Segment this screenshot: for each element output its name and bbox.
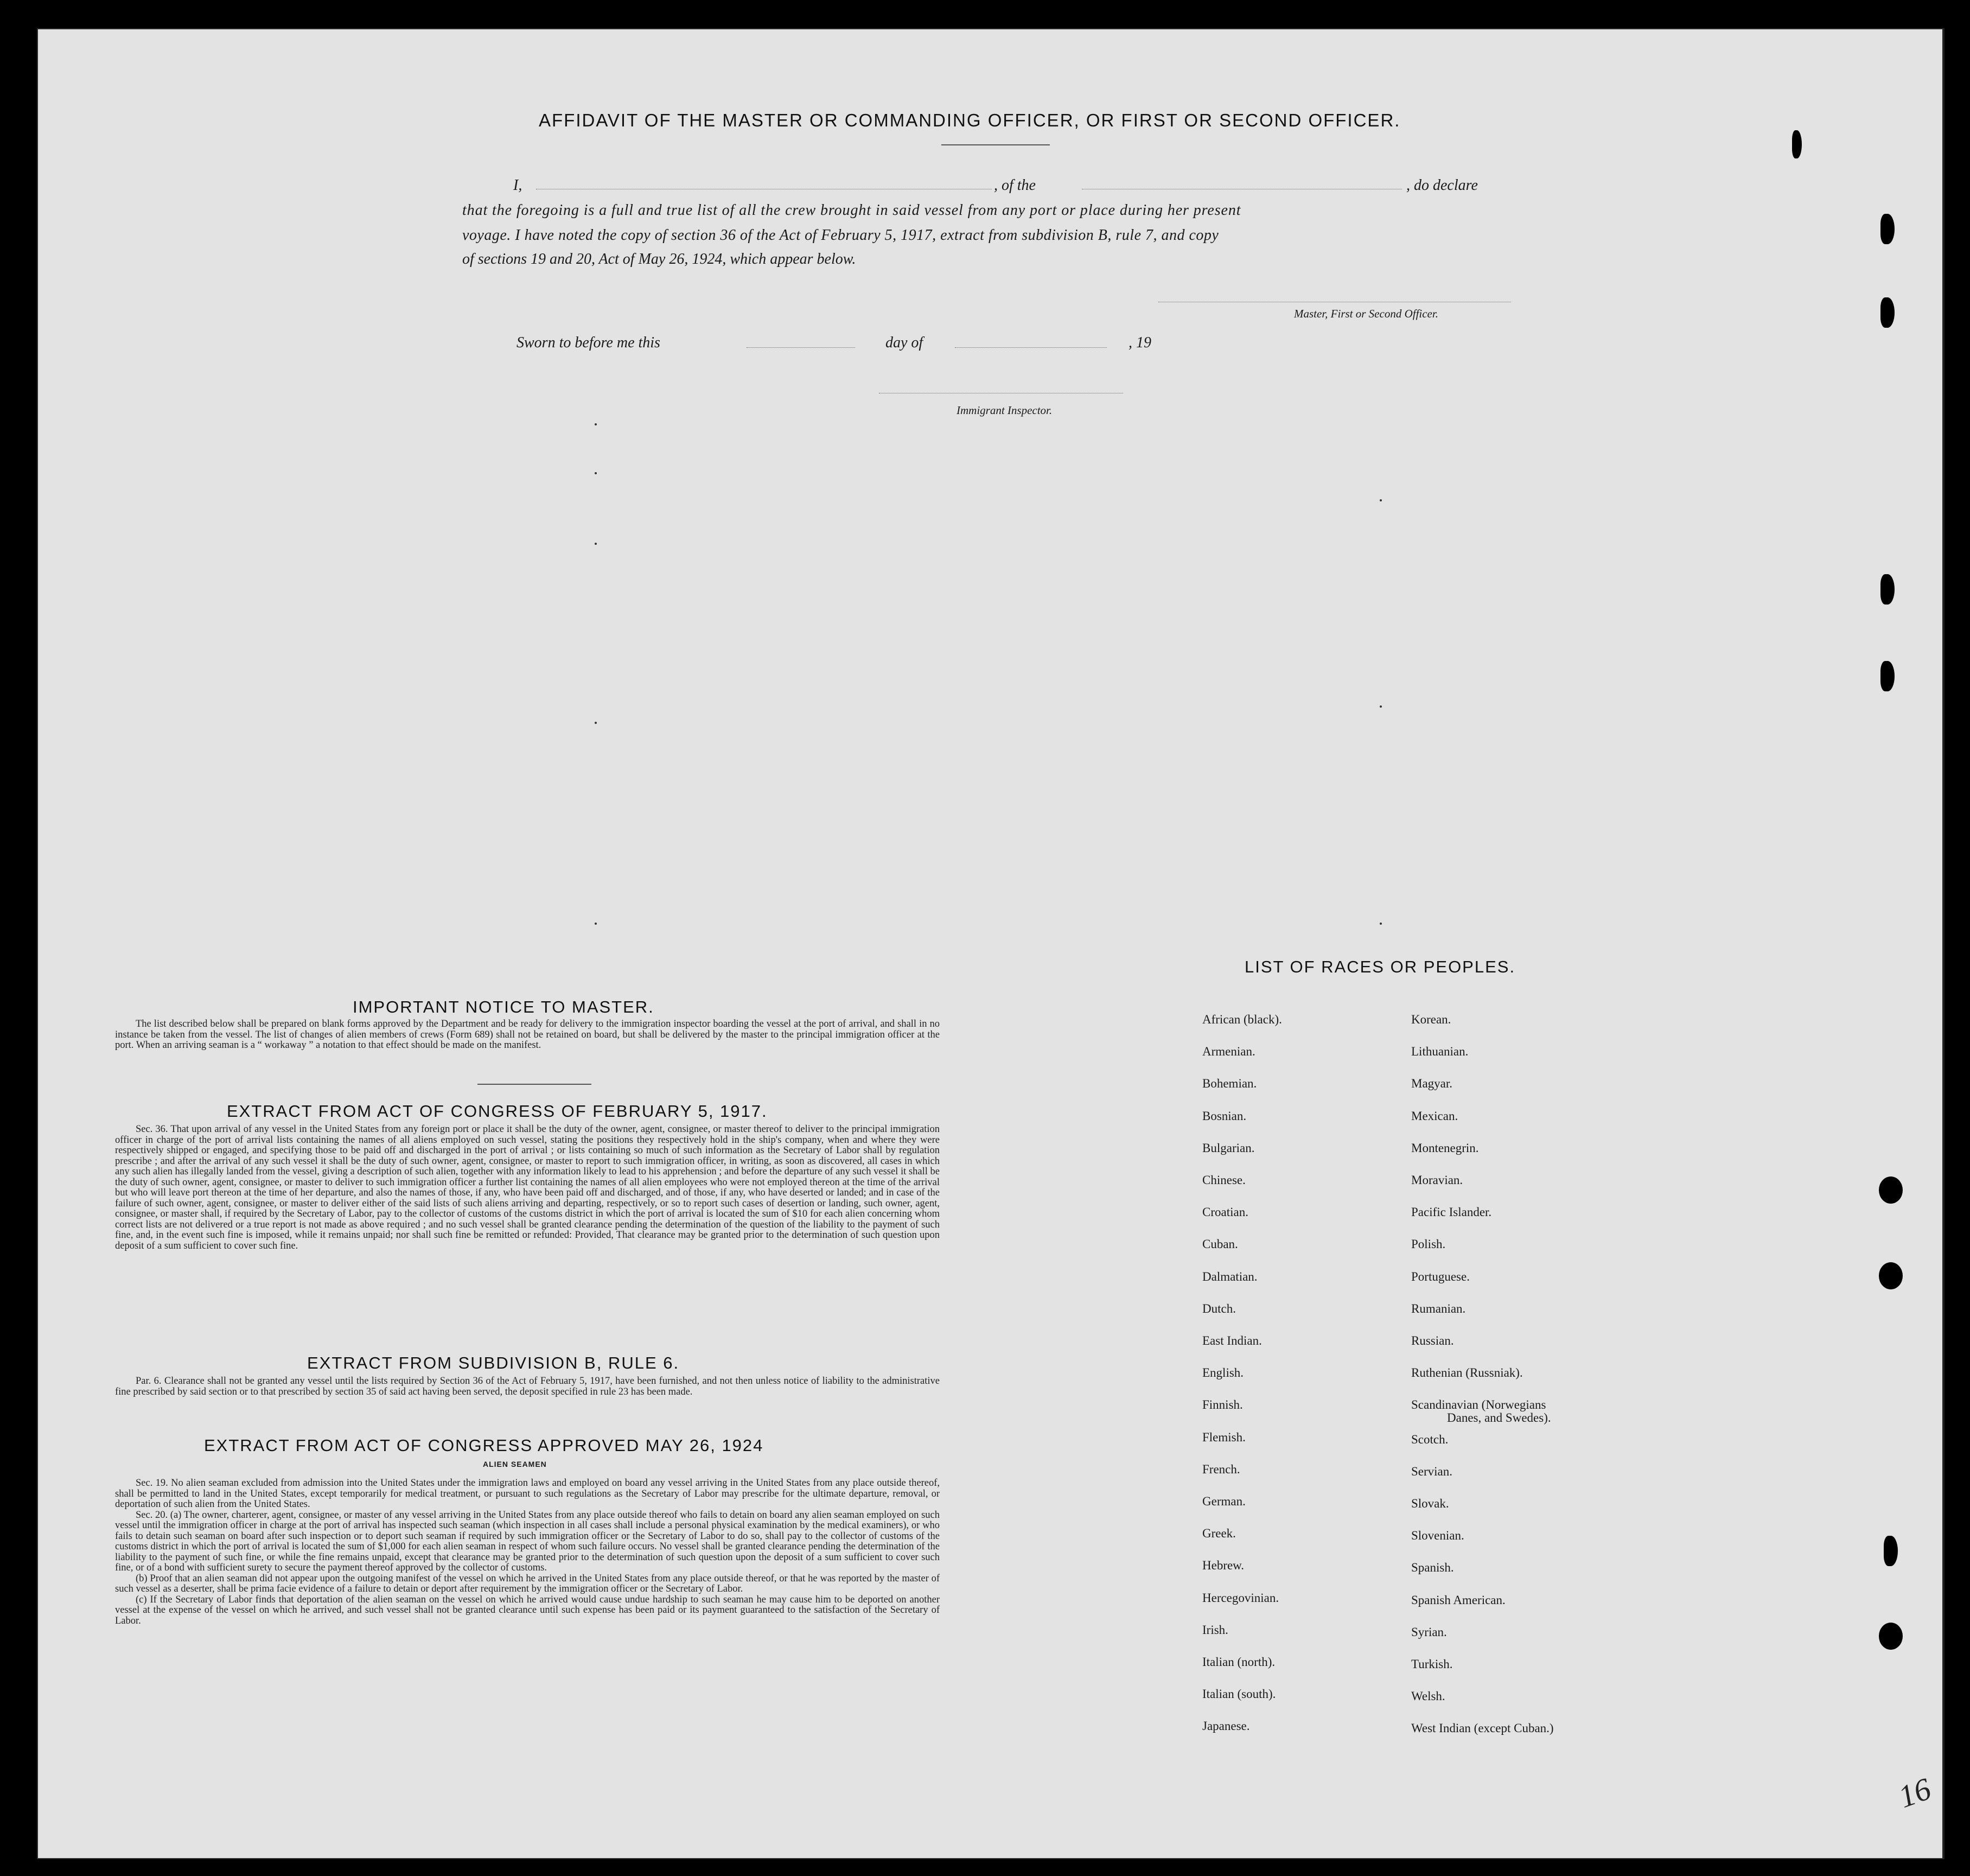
race-item: Hercegovinian. [1202, 1591, 1279, 1605]
race-item: Scotch. [1411, 1432, 1449, 1446]
race-item: French. [1202, 1462, 1240, 1476]
race-item: Croatian. [1202, 1205, 1248, 1219]
affidavit-divider [941, 144, 1050, 145]
column-dot [1380, 923, 1382, 925]
race-item: East Indian. [1202, 1334, 1262, 1347]
margin-handwritten-mark: 16 [1894, 1771, 1936, 1815]
race-item: Flemish. [1202, 1430, 1246, 1444]
race-item: Greek. [1202, 1527, 1236, 1541]
race-item: Chinese. [1202, 1173, 1246, 1187]
column-dot [595, 722, 597, 724]
column-dot [595, 923, 597, 925]
notice-paragraph: The list described below shall be prepared on blank forms approved by the Department and be ready for delivery to the immigration inspector boarding the vessel at the port of arrival, and shall in no instance be taken from the vessel. The list of changes of alien members of crews (Form 689) shall not be retained on board, but shall be delivered by the master to the principal immigration officer at the port. When an arriving seaman is a “ workaway ” a notation to that effect should be made on the manifest. [115, 1019, 940, 1051]
binder-hole-3 [1879, 1623, 1903, 1650]
extract-1924-title: EXTRACT FROM ACT OF CONGRESS APPROVED MAY 26, 1924 [204, 1436, 764, 1455]
race-item: Syrian. [1411, 1625, 1447, 1639]
race-item: Cuban. [1202, 1237, 1238, 1251]
race-item: Servian. [1411, 1464, 1453, 1478]
race-item: English. [1202, 1366, 1244, 1380]
race-item: Scandinavian (Norwegians [1411, 1398, 1546, 1412]
race-item: Lithuanian. [1411, 1045, 1469, 1059]
race-item: Korean. [1411, 1013, 1451, 1026]
race-item: Magyar. [1411, 1077, 1453, 1091]
master-label: Master, First or Second Officer. [1294, 307, 1438, 320]
race-item: Rumanian. [1411, 1301, 1466, 1315]
race-item: Spanish American. [1411, 1593, 1506, 1607]
subdivision-b-text [115, 1376, 940, 1397]
race-item: Mexican. [1411, 1109, 1458, 1123]
race-item: Moravian. [1411, 1173, 1463, 1187]
binder-clip-6 [1884, 1536, 1898, 1566]
extract-1917-text [115, 1124, 940, 1251]
race-item: Pacific Islander. [1411, 1205, 1492, 1219]
binder-clip-5 [1880, 661, 1895, 691]
binder-clip-2 [1880, 214, 1895, 244]
race-item: Hebrew. [1202, 1559, 1245, 1573]
sworn-day-blank[interactable] [747, 347, 855, 348]
race-item: Finnish. [1202, 1398, 1243, 1412]
races-title: LIST OF RACES OR PEOPLES. [1245, 957, 1516, 976]
race-item: German. [1202, 1495, 1246, 1508]
binder-clip-4 [1880, 574, 1895, 605]
race-item: Dutch. [1202, 1301, 1236, 1315]
column-dot [1380, 705, 1382, 708]
subdivision-b-title: EXTRACT FROM SUBDIVISION B, RULE 6. [307, 1353, 680, 1372]
binder-hole-1 [1879, 1177, 1903, 1204]
race-item: Russian. [1411, 1334, 1454, 1347]
race-item: Slovak. [1411, 1497, 1449, 1510]
race-item: Ruthenian (Russniak). [1411, 1366, 1523, 1380]
affidavit-i: I, [513, 177, 522, 194]
race-item: Italian (south). [1202, 1687, 1276, 1701]
race-item: Dalmatian. [1202, 1269, 1258, 1283]
race-item-continuation: Danes, and Swedes). [1447, 1411, 1551, 1425]
affidavit-of-the: , of the [994, 177, 1036, 194]
section-20c-paragraph: (c) If the Secretary of Labor finds that deportation of the alien seaman on the vessel on which he arrived would cause undue hardship to such seaman he may cause him to be deported on another vessel at the expense of the vessel on which he arrived, and such vessel shall not be granted clearance until such expense has been paid or its payment guaranteed to the satisfaction of the Secretary of Labor. [115, 1594, 940, 1626]
race-item: Turkish. [1411, 1657, 1453, 1671]
day-of-label: day of [885, 334, 923, 351]
sworn-label: Sworn to before me this [517, 334, 660, 351]
alien-seamen-subtitle: ALIEN SEAMEN [483, 1460, 547, 1468]
binder-clip-3 [1880, 297, 1895, 328]
affidavit-line1 [513, 177, 1533, 196]
race-item: Montenegrin. [1411, 1141, 1479, 1155]
column-dot [595, 543, 597, 545]
race-item: Irish. [1202, 1623, 1228, 1637]
extract-1924-text [115, 1478, 940, 1626]
race-item: West Indian (except Cuban.) [1411, 1721, 1554, 1735]
section-20b-paragraph: (b) Proof that an alien seaman did not appear upon the outgoing manifest of the vessel on which he arrived in the United States from any place outside thereof, or that he was reported by the master of such vessel as a deserter, shall be prima facie evidence of a failure to detain or deport after requirement by the immigration officer or the Secretary of Labor. [115, 1573, 940, 1594]
column-dot [595, 423, 597, 425]
race-item: Welsh. [1411, 1689, 1445, 1703]
race-item: Bosnian. [1202, 1109, 1247, 1123]
inspector-label: Immigrant Inspector. [957, 404, 1053, 417]
affidavit-line4: of sections 19 and 20, Act of May 26, 1924, which appear below. [462, 251, 856, 268]
race-item: Portuguese. [1411, 1269, 1470, 1283]
race-item: Italian (north). [1202, 1655, 1276, 1669]
notice-text [115, 1019, 940, 1051]
race-item: Japanese. [1202, 1719, 1250, 1733]
affidavit-line3: voyage. I have noted the copy of section 36 of the Act of February 5, 1917, extract from subdivision B, rule 7, and copy [462, 227, 1219, 244]
sworn-month-blank[interactable] [955, 347, 1107, 348]
notice-title: IMPORTANT NOTICE TO MASTER. [353, 997, 654, 1016]
column-dot [1380, 499, 1382, 501]
section-20a-paragraph: Sec. 20. (a) The owner, charterer, agent, consignee, or master of any vessel arriving in the United States from any place outside thereof who fails to detain on board any alien seaman employed on such vessel until the immigration officer in charge at the port of arrival has inspected such seaman (which inspection in all cases shall include a personal physical examination by the medical examiners), or who fails to detain such seaman on board after such inspection or to deport such seaman if required by such immigration officer or the Secretary of Labor to do so, shall pay to the collector of customs of the customs district in which the port of arrival is located the sum of $1,000 for each alien seaman in respect of whom such failure occurs. No vessel shall be granted clearance pending the determination of the liability to the payment of such fine, or while the fine remains unpaid, except that clearance may be granted prior to the determination of such question upon the deposit of a sum sufficient to cover such fine, or of a bond with sufficient surety to secure the payment thereof approved by the collector of customs. [115, 1509, 940, 1573]
affidavit-line2: that the foregoing is a full and true list of all the crew brought in said vessel from any port or place during her present [462, 202, 1241, 219]
race-item: Armenian. [1202, 1045, 1255, 1059]
binder-hole-2 [1879, 1262, 1903, 1289]
affidavit-do-declare: , do declare [1406, 177, 1478, 194]
race-item: African (black). [1202, 1013, 1282, 1026]
par-6-paragraph: Par. 6. Clearance shall not be granted any vessel until the lists required by Section 36 of the Act of February 5, 1917, have been furnished, and not then unless notice of liability to the administrative fine prescribed by said section or to that prescribed by section 35 of said act having been served, the deposit specified in rule 23 has been made. [115, 1376, 940, 1397]
extract-1917-title: EXTRACT FROM ACT OF CONGRESS OF FEBRUARY 5, 1917. [227, 1102, 768, 1121]
section-36-paragraph: Sec. 36. That upon arrival of any vessel in the United States from any foreign port or place it shall be the duty of the owner, agent, consignee, or master thereof to deliver to the principal immigration officer in charge of the port of arrival lists containing the names of all aliens employed on such vessel, stating the positions they respectively hold in the ship's company, when and where they were respectively shipped or engaged, and specifying those to be paid off and discharged in the port of arrival ; or lists containing so much of such information as the Secretary of Labor shall by regulation prescribe ; and after the arrival of any such vessel it shall be the duty of such owner, agent, consignee, or master to report to such immigration officer, in writing, as soon as discovered, all cases in which any such alien has illegally landed from the vessel, giving a description of such alien, together with any information likely to lead to his apprehension ; and before the departure of any such vessel it shall be the duty of such owner, agent, consignee, or master to deliver to such immigration officer a further list containing the names of all alien employees who were not employed thereon at the time of the arrival but who will leave port thereon at the time of her departure, and also the names of those, if any, who have been paid off and discharged, and of those, if any, who have deserted or landed; and in case of the failure of such owner, agent, consignee, or master to deliver either of the said lists of such aliens arriving and departing, respectively, or so to report such cases of desertion or landing, such owner, agent, consignee, or master shall, if required by the Secretary of Labor, pay to the collector of customs of the customs district in which the port of arrival is located the sum of $10 for each alien concerning whom correct lists are not delivered or a true report is not made as above required ; and no such vessel shall be granted clearance pending the determination of the question of the liability to the payment of such fine, and, in the event such fine is imposed, while it remains unpaid; nor shall such fine be remitted or refunded: Provided, That clearance may be granted prior to the determination of such question upon deposit of a sum sufficient to cover such fine. [115, 1124, 940, 1251]
race-item: Polish. [1411, 1237, 1446, 1251]
column-dot [595, 472, 597, 474]
notice-divider [477, 1084, 591, 1085]
binder-clip-1 [1792, 130, 1802, 158]
race-item: Spanish. [1411, 1561, 1454, 1575]
sworn-line [517, 334, 1184, 356]
affidavit-title: AFFIDAVIT OF THE MASTER OR COMMANDING OFFICER, OR FIRST OR SECOND OFFICER. [539, 110, 1401, 130]
race-item: Bohemian. [1202, 1077, 1257, 1091]
race-item: Bulgarian. [1202, 1141, 1255, 1155]
year-label: , 19 [1129, 334, 1151, 351]
section-19-paragraph: Sec. 19. No alien seaman excluded from admission into the United States under the immigration laws and employed on board any vessel arriving in the United States from any place outside thereof, shall be permitted to land in the United States, except temporarily for medical treatment, or pursuant to such regulations as the Secretary of Labor may prescribe for the ultimate departure, removal, or deportation of such alien from the United States. [115, 1478, 940, 1510]
race-item: Slovenian. [1411, 1529, 1464, 1543]
